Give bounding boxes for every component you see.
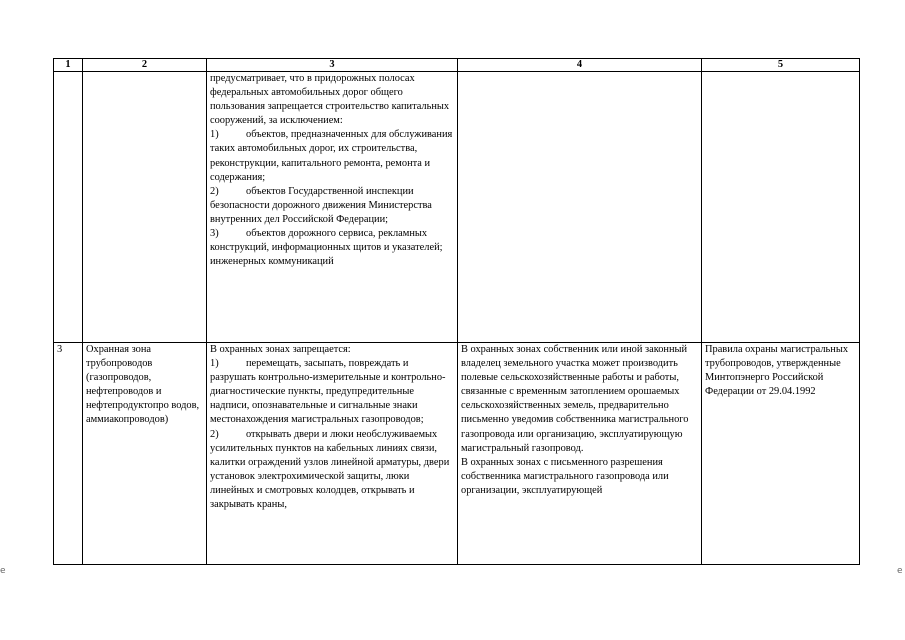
permission-paragraph: В охранных зонах с письменного разрешения собственника магистрального газопровода или организации, эксплуатирующей: [461, 456, 669, 496]
cell-permissions: [458, 72, 702, 343]
legal-basis: Правила охраны магистральных трубопроводов, утвержденные Минтопэнерго Российской Федерации от 29.04.1992: [705, 344, 849, 398]
list-item: [210, 428, 454, 513]
header-col-1: 1: [54, 59, 83, 72]
cell-basis: [702, 72, 860, 343]
cell-number: [54, 72, 83, 343]
document-table: [53, 58, 860, 565]
list-item: [210, 128, 454, 184]
list-item: [210, 227, 454, 269]
left-margin-mark: е: [0, 566, 6, 576]
cell-zone: [83, 72, 207, 343]
list-item: [210, 357, 454, 427]
right-margin-mark: е: [897, 566, 903, 576]
item-text: объектов Государственной инспекции безопасности дорожного движения Министерства внутренних дел Российской Федерации;: [210, 185, 432, 225]
cell-zone: [83, 343, 207, 565]
cell-permissions: [458, 343, 702, 565]
cell-number: 3: [54, 343, 83, 565]
header-col-5: 5: [702, 59, 860, 72]
permission-paragraph: В охранных зонах собственник или иной законный владелец земельного участка может производить полевые сельскохозяйственные работы и работы, связанные с временным затоплением орошаемых сельскохозяйственных земель, предварительно письменно уведомив собственника магистрального газопровода или организацию, эксплуатирующую магистральный газопровод.: [461, 344, 689, 454]
item-number: 1): [210, 358, 219, 370]
header-col-2: 2: [83, 59, 207, 72]
item-text: объектов, предназначенных для обслуживания таких автомобильных дорог, их строительства, реконструкции, капитального ремонта, ремонта и содержания;: [210, 129, 453, 183]
cell-basis: [702, 343, 860, 565]
item-number: 2): [210, 185, 219, 197]
item-text: перемещать, засыпать, повреждать и разрушать контрольно-измерительные и контрольно-диагностические пункты, предупредительные надписи, опознавательные и сигнальные знаки местонахождения магистральных газопроводов;: [210, 358, 446, 426]
cell-restrictions: [207, 72, 458, 343]
cell-restrictions: [207, 343, 458, 565]
restrictions-intro: В охранных зонах запрещается:: [210, 344, 351, 355]
table-header-row: [54, 59, 860, 72]
zone-name: Охранная зона трубопроводов (газопроводов, нефтепроводов и нефтепродуктопро водов, аммиакопроводов): [86, 344, 200, 426]
item-number: 2): [210, 428, 219, 440]
header-col-4: 4: [458, 59, 702, 72]
list-item: [210, 185, 454, 227]
item-text: объектов дорожного сервиса, рекламных конструкций, информационных щитов и указателей; инженерных коммуникаций: [210, 228, 443, 268]
table-row-continuation: [54, 72, 860, 343]
header-col-3: 3: [207, 59, 458, 72]
table-row-3: [54, 343, 860, 565]
item-number: 3): [210, 228, 219, 240]
item-text: открывать двери и люки необслуживаемых усилительных пунктов на кабельных линиях связи, калитки ограждений узлов линейной арматуры, двери установок электрохимической защиты, люки линейных и смотровых колодцев, открывать и закрывать краны,: [210, 428, 450, 511]
restrictions-intro: предусматривает, что в придорожных полосах федеральных автомобильных дорог общего пользования запрещается строительство капитальных сооружений, за исключением:: [210, 73, 450, 127]
item-number: 1): [210, 129, 219, 141]
